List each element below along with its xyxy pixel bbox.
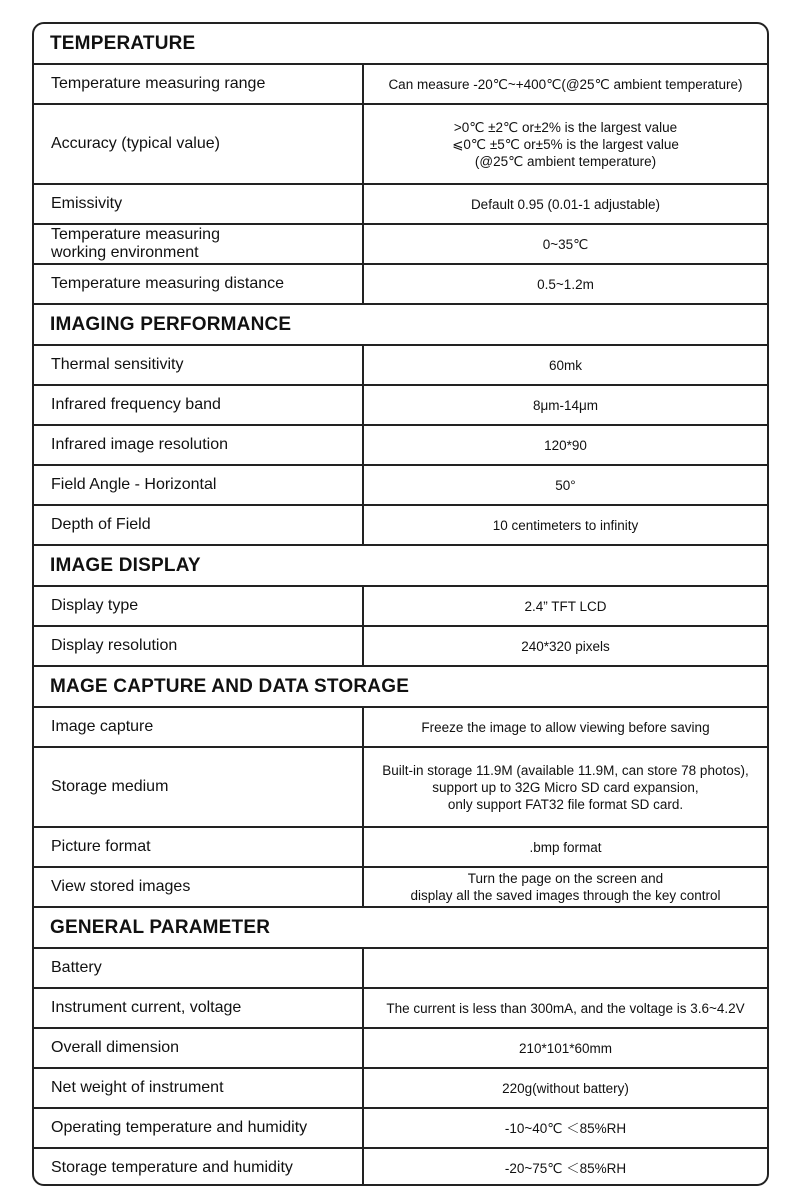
table-row	[34, 466, 767, 506]
row-label: Storage medium	[34, 748, 364, 826]
table-row	[34, 105, 767, 185]
spec-table	[32, 22, 769, 1186]
row-label: Infrared image resolution	[34, 426, 364, 464]
table-row	[34, 868, 767, 908]
row-label: Net weight of instrument	[34, 1069, 364, 1107]
row-label: Infrared frequency band	[34, 386, 364, 424]
row-value: >0℃ ±2℃ or±2% is the largest value ⩽0℃ ±5℃ or±5% is the largest value (@25℃ ambient temperature)	[452, 119, 679, 169]
row-label: Emissivity	[34, 185, 364, 223]
row-value: 60mk	[548, 357, 582, 373]
table-row	[34, 1149, 767, 1186]
row-label: Display type	[34, 587, 364, 625]
table-row	[34, 1109, 767, 1149]
section-title-image-display: IMAGE DISPLAY	[34, 546, 767, 587]
row-label: Field Angle - Horizontal	[34, 466, 364, 504]
row-label: Instrument current, voltage	[34, 989, 364, 1027]
table-row	[34, 949, 767, 989]
row-value: The current is less than 300mA, and the voltage is 3.6~4.2V	[386, 1000, 745, 1016]
row-value: 10 centimeters to infinity	[492, 517, 639, 533]
row-value: -20~75℃ ＜85%RH	[504, 1160, 627, 1176]
row-value: Turn the page on the screen and display all the saved images through the key control	[410, 871, 721, 903]
row-label: Temperature measuring range	[34, 65, 364, 103]
section-title-image-capture-storage: MAGE CAPTURE AND DATA STORAGE	[34, 667, 767, 708]
row-value: 210*101*60mm	[518, 1040, 613, 1056]
row-value: 120*90	[544, 437, 587, 453]
row-value: Default 0.95 (0.01-1 adjustable)	[470, 196, 661, 212]
row-label: Operating temperature and humidity	[34, 1109, 364, 1147]
row-value: 220g(without battery)	[502, 1080, 629, 1096]
table-row	[34, 1029, 767, 1069]
row-label: Picture format	[34, 828, 364, 866]
row-value: .bmp format	[529, 839, 602, 855]
row-label: Storage temperature and humidity	[34, 1149, 364, 1186]
row-value: Can measure -20℃~+400℃(@25℃ ambient temperature)	[388, 76, 743, 92]
table-row	[34, 225, 767, 265]
row-label: Accuracy (typical value)	[34, 105, 364, 183]
table-row	[34, 1069, 767, 1109]
table-row	[34, 748, 767, 828]
table-row	[34, 708, 767, 748]
table-row	[34, 386, 767, 426]
table-row	[34, 346, 767, 386]
section-title-imaging-performance: IMAGING PERFORMANCE	[34, 305, 767, 346]
row-label: Overall dimension	[34, 1029, 364, 1067]
row-label: Display resolution	[34, 627, 364, 665]
table-row	[34, 587, 767, 627]
table-row	[34, 65, 767, 105]
table-row	[34, 828, 767, 868]
row-value: -10~40℃ ＜85%RH	[504, 1120, 627, 1136]
table-row	[34, 989, 767, 1029]
table-row	[34, 506, 767, 546]
table-row	[34, 185, 767, 225]
row-label: Thermal sensitivity	[34, 346, 364, 384]
row-label: Battery	[34, 949, 364, 987]
section-title-temperature: TEMPERATURE	[34, 24, 767, 65]
row-value	[364, 949, 767, 987]
row-value: 50°	[555, 477, 576, 493]
row-value: 2.4” TFT LCD	[524, 598, 607, 614]
row-label: Temperature measuring working environment	[34, 225, 364, 263]
row-label: Temperature measuring distance	[34, 265, 364, 303]
table-row	[34, 426, 767, 466]
table-row	[34, 265, 767, 305]
table-row	[34, 627, 767, 667]
row-value: 8μm-14μm	[532, 397, 599, 413]
row-value: 0~35℃	[542, 236, 589, 252]
row-label: Depth of Field	[34, 506, 364, 544]
row-value: 0.5~1.2m	[537, 276, 594, 292]
row-label: Image capture	[34, 708, 364, 746]
row-value: Freeze the image to allow viewing before saving	[421, 719, 710, 735]
row-value: 240*320 pixels	[521, 638, 610, 654]
section-title-general-parameter: GENERAL PARAMETER	[34, 908, 767, 949]
row-value: Built-in storage 11.9M (available 11.9M, can store 78 photos), support up to 32G Micro SD card expansion, only support FAT32 file format SD card.	[382, 762, 749, 812]
row-label: View stored images	[34, 868, 364, 906]
